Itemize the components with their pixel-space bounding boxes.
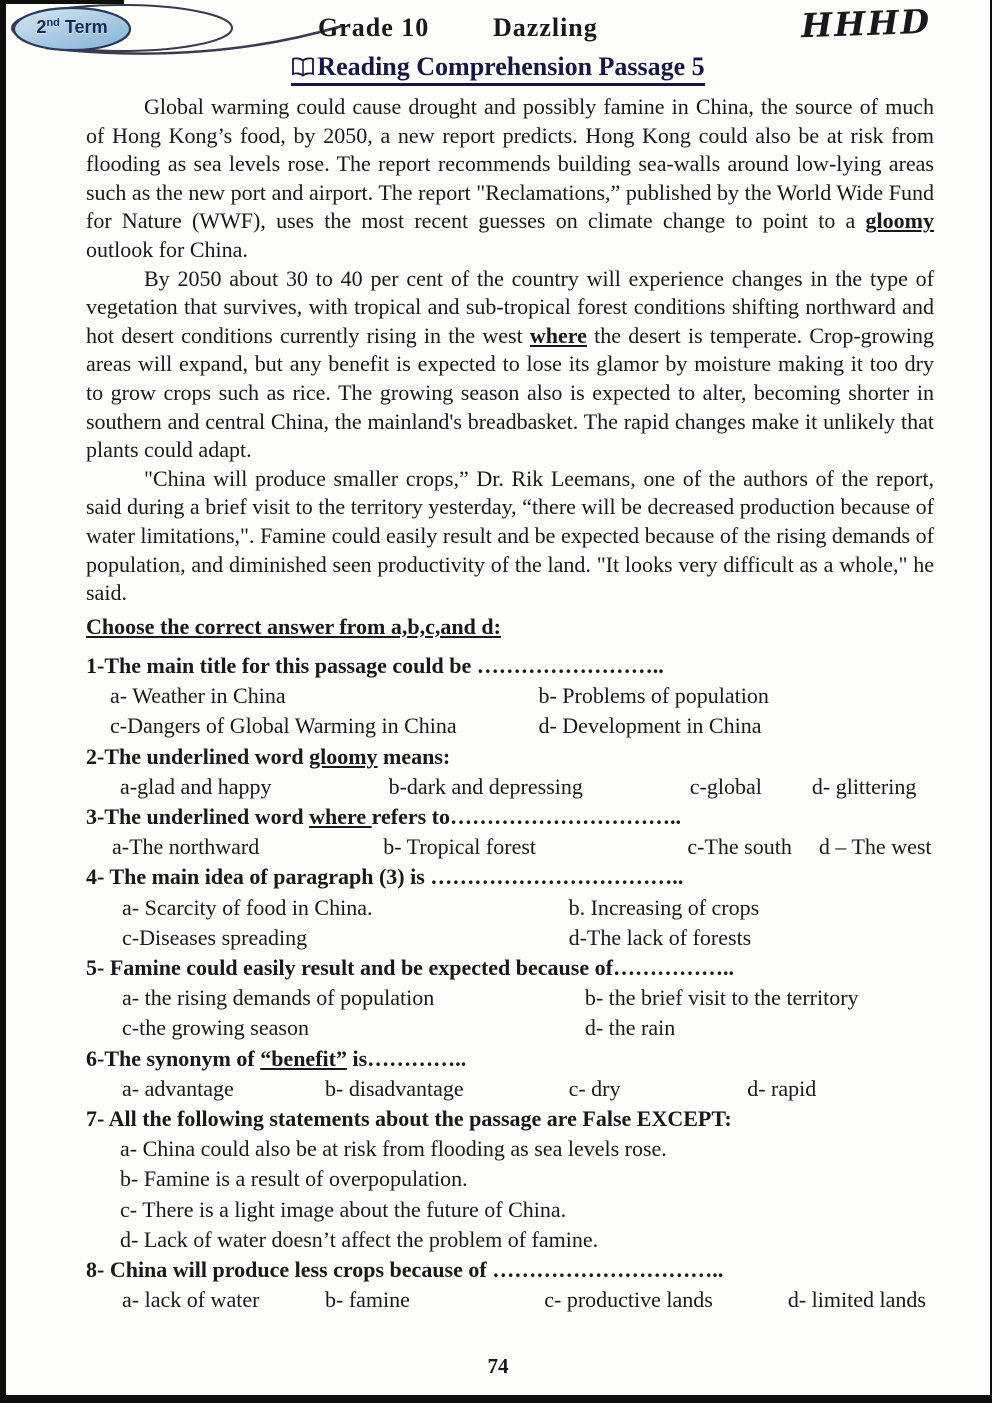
question-7-option-d: d- Lack of water doesn’t affect the problem of famine. xyxy=(120,1226,599,1252)
question-4-options xyxy=(86,893,934,953)
question-4-stem: 4- The main idea of paragraph (3) is …………………………….. xyxy=(86,864,684,890)
signature: HHHD xyxy=(800,1,932,46)
question-6-options xyxy=(86,1074,934,1104)
question-2-option-d: d- glittering xyxy=(811,773,917,799)
question-3-option-c: c-The south xyxy=(687,834,792,860)
question-8-options xyxy=(86,1285,934,1315)
question-5-option-d: d- the rain xyxy=(584,1015,676,1041)
question-6-stem xyxy=(86,1044,934,1074)
question-1-option-a: a- Weather in China xyxy=(110,683,286,709)
question-1-options xyxy=(86,681,934,741)
question-4 xyxy=(86,862,934,953)
question-5-option-b: b- the brief visit to the territory xyxy=(584,985,859,1011)
question-6-option-a: a- advantage xyxy=(122,1075,234,1101)
question-1 xyxy=(86,651,934,742)
question-4-option-c: c-Diseases spreading xyxy=(122,924,308,950)
question-8-option-d: d- limited lands xyxy=(787,1287,926,1313)
question-7-option-c: c- There is a light image about the future of China. xyxy=(120,1196,567,1222)
question-6-stem-underlined: “benefit” xyxy=(260,1045,347,1071)
question-3-stem-post: refers to………………………….. xyxy=(371,803,681,829)
question-7 xyxy=(86,1104,934,1255)
question-8-option-b: b- famine xyxy=(325,1287,410,1313)
passage-paragraph-1 xyxy=(86,93,934,265)
question-5-stem: 5- Famine could easily result and be expected because of…………….. xyxy=(86,954,734,980)
question-2-stem-post: means: xyxy=(377,743,451,769)
question-8-stem: 8- China will produce less crops because of ………………………….. xyxy=(86,1256,724,1282)
question-3-option-d: d – The west xyxy=(818,834,932,860)
questions-section xyxy=(86,612,934,1316)
question-1-option-b: b- Problems of population xyxy=(538,683,769,709)
question-4-option-d: d-The lack of forests xyxy=(568,924,752,950)
question-7-options xyxy=(86,1134,934,1255)
question-6-stem-pre: 6-The synonym of xyxy=(86,1045,261,1071)
question-2-options xyxy=(86,772,934,802)
question-4-option-a: a- Scarcity of food in China. xyxy=(122,894,373,920)
question-8-option-c: c- productive lands xyxy=(544,1287,713,1313)
question-3-stem-underlined: where xyxy=(309,803,372,829)
question-5-option-c: c-the growing season xyxy=(122,1015,309,1041)
question-3-options xyxy=(86,832,934,862)
question-2 xyxy=(86,742,934,802)
question-7-option-a: a- China could also be at risk from flooding as sea levels rose. xyxy=(120,1136,667,1162)
question-4-option-b: b. Increasing of crops xyxy=(568,894,760,920)
question-6-option-b: b- disadvantage xyxy=(325,1075,464,1101)
term-number: 2 xyxy=(36,17,47,37)
instruction-heading: Choose the correct answer from a,b,c,and d: xyxy=(86,613,501,639)
question-2-option-c: c-global xyxy=(689,773,762,799)
passage-paragraph-3 xyxy=(86,465,934,608)
paragraph-2-text: By 2050 about 30 to 40 per cent of the country will experience changes in the type of vegetation that survives, with tropical and sub-tropical forest conditions shifting northward and hot desert conditions currently rising in the west xyxy=(86,265,934,348)
brand-label: Dazzling xyxy=(493,13,598,42)
question-3-stem-pre: 3-The underlined word xyxy=(86,803,310,829)
paragraph-1-text-end: outlook for China. xyxy=(86,236,248,262)
paragraph-2-text-end: the desert is temperate. Crop-growing areas will expand, but any benefit is expected to lose its glamor by moisture making it too dry to grow crops such as rice. The growing season also is expected to alter, becoming shorter in southern and central China, the mainland's breadbasket. The rapid changes make it unlikely that plants could adapt. xyxy=(86,322,934,463)
question-5-options xyxy=(86,983,934,1043)
question-2-stem-pre: 2-The underlined word xyxy=(86,743,310,769)
question-8-option-a: a- lack of water xyxy=(122,1287,260,1313)
question-1-option-d: d- Development in China xyxy=(538,713,762,739)
term-ordinal: nd xyxy=(46,17,60,29)
term-word: Term xyxy=(59,17,108,37)
question-1-stem: 1-The main title for this passage could be …………………….. xyxy=(86,652,664,678)
term-badge xyxy=(22,17,122,38)
page-content xyxy=(6,93,990,1315)
question-7-stem: 7- All the following statements about the passage are False EXCEPT: xyxy=(86,1105,732,1131)
grade-label: Grade 10 xyxy=(318,13,430,42)
question-3 xyxy=(86,802,934,862)
question-2-option-a: a-glad and happy xyxy=(120,773,272,799)
question-6-stem-post: is………….. xyxy=(346,1045,467,1071)
question-2-option-b: b-dark and depressing xyxy=(388,773,583,799)
question-6-option-d: d- rapid xyxy=(747,1075,817,1101)
question-2-stem xyxy=(86,742,934,772)
paragraph-3-text: "China will produce smaller crops,” Dr. Rik Leemans, one of the authors of the report, said during a brief visit to the territory yesterday, “there will be decreased production because of water limitations,". Famine could easily result and be expected because of the rising demands of population, and diminished seen productivity of the land. "It looks very difficult as a whole," he said. xyxy=(86,465,934,606)
page-header xyxy=(6,0,990,52)
page-title-text: Reading Comprehension Passage 5 xyxy=(317,52,705,81)
question-6 xyxy=(86,1044,934,1104)
page-number: 74 xyxy=(487,1354,509,1378)
question-5-option-a: a- the rising demands of population xyxy=(122,985,435,1011)
underlined-word-gloomy: gloomy xyxy=(865,208,934,234)
question-1-option-c: c-Dangers of Global Warming in China xyxy=(110,713,457,739)
question-3-stem xyxy=(86,802,934,832)
question-7-option-b: b- Famine is a result of overpopulation. xyxy=(120,1166,468,1192)
underlined-word-where: where xyxy=(529,322,587,348)
paragraph-1-text: Global warming could cause drought and possibly famine in China, the source of much of Hong Kong’s food, by 2050, a new report predicts. Hong Kong could also be at risk from flooding as sea levels rose. The report recommends building sea-walls around low-lying areas such as the new port and airport. The report "Reclamations,” published by the World Wide Fund for Nature (WWF), uses the most recent guesses on climate change to point to a xyxy=(86,94,934,234)
question-6-option-c: c- dry xyxy=(568,1075,621,1101)
question-5 xyxy=(86,953,934,1044)
passage-paragraph-2 xyxy=(86,265,934,465)
question-3-option-a: a-The northward xyxy=(112,834,260,860)
question-2-stem-underlined: gloomy xyxy=(309,743,378,769)
question-8 xyxy=(86,1255,934,1315)
question-3-option-b: b- Tropical forest xyxy=(383,834,537,860)
